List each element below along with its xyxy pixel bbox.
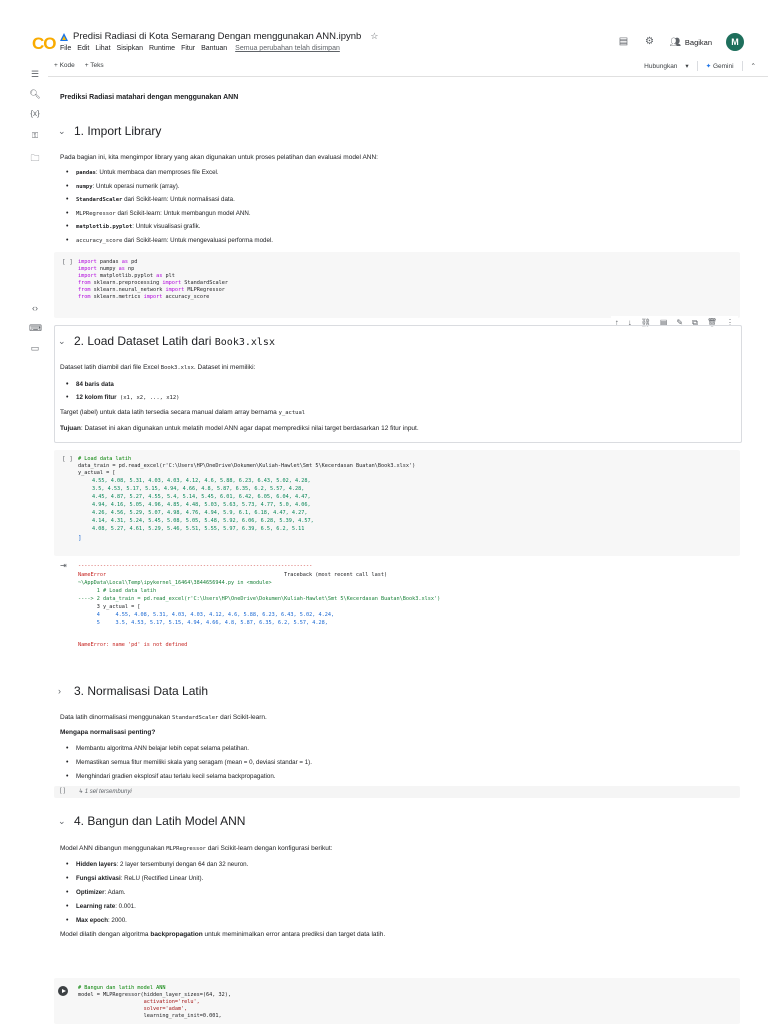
hidden-cells-bracket[interactable]: [ ] (60, 788, 66, 794)
section-3-title: 3. Normalisasi Data Latih (74, 684, 209, 698)
section-2-target (60, 409, 305, 416)
list-item (76, 917, 127, 924)
code-line: from sklearn.preprocessing import StandardScaler (78, 280, 228, 286)
table-of-contents-icon[interactable]: ☰ (30, 69, 40, 79)
saved-status[interactable]: Semua perubahan telah disimpan (235, 45, 340, 52)
run-cell-bracket[interactable]: [ ] (62, 456, 73, 463)
code-line: data_train = pd.read_excel(r'C:\Users\HP\OneDrive\Dokumen\Kuliah-Hawlet\Smt 5\Kecerdasan Buatan\Book3.xlsx') (78, 463, 416, 469)
desc-text: Dataset latih diambil dari file Excel (60, 364, 161, 371)
inline-code: MLPRegressor (166, 846, 206, 852)
inline-code: (x1, x2, ..., x12) (116, 395, 180, 401)
inline-code: pandas (76, 170, 96, 176)
chevron-right-icon[interactable]: › (58, 686, 61, 696)
bold-text: Hidden layers (76, 861, 117, 868)
chevron-down-icon[interactable]: ⌄ (58, 335, 66, 346)
bullet-text: : Adam. (104, 889, 126, 896)
inline-code: numpy (76, 184, 93, 190)
menu-insert[interactable]: Sisipkan (116, 45, 143, 52)
gemini-label: Gemini (712, 63, 734, 70)
bullet-text: dari Scikit-learn: Untuk normalisasi data. (122, 196, 235, 203)
bold-text: Optimizer (76, 889, 105, 896)
colab-logo[interactable]: CO (32, 34, 56, 53)
gemini-button[interactable]: ✦ Gemini (705, 63, 734, 70)
files-folder-icon[interactable]: 🗀 (30, 153, 40, 163)
code-line: 3.5, 4.53, 5.17, 5.15, 4.94, 4.66, 4.8, 5.87, 6.35, 6.2, 5.57, 4.28, (92, 486, 305, 492)
move-down-icon[interactable]: ↓ (627, 318, 632, 327)
desc-text: Model ANN dibangun menggunakan (60, 845, 167, 852)
list-item: • Membantu algoritma ANN belajar lebih cepat selama pelatihan. (76, 745, 249, 752)
list-item (76, 210, 251, 217)
code-line: learning_rate_init=0.001, (78, 1013, 222, 1019)
avatar[interactable]: M (726, 33, 744, 51)
mirror-cell-icon[interactable]: ⧉ (692, 318, 698, 327)
header (0, 0, 768, 58)
bullet-text: : 2 layer tersembunyi dengan 64 dan 32 neuron. (116, 861, 249, 868)
link-icon[interactable]: ⛓ (640, 318, 651, 327)
add-text-button[interactable]: + Teks (84, 62, 104, 69)
list-item (76, 394, 180, 401)
section-3-description (60, 714, 267, 721)
bullet-text: dari Scikit-learn: Untuk membangun model ANN. (115, 210, 251, 217)
desc-text: : Dataset ini akan digunakan untuk melatih model ANN agar dapat memprediksi nilai target berdasarkan 12 fitur input. (80, 425, 419, 432)
search-icon[interactable]: 🔍︎ (29, 89, 41, 99)
bullet-text: : Untuk membaca dan memproses file Excel. (95, 169, 219, 176)
menu-file[interactable]: File (60, 45, 72, 52)
section-2-title: 2. Load Dataset Latih dari (74, 334, 215, 348)
section-1-title: 1. Import Library (74, 124, 162, 138)
error-name: NameError (78, 572, 107, 578)
inline-code: matplotlib.pyplot (76, 224, 133, 230)
code-comment: # Bangun dan latih model ANN (78, 985, 166, 991)
star-icon[interactable]: ☆ (370, 31, 379, 41)
bold-text: Learning rate (76, 903, 116, 910)
menu-view[interactable]: Lihat (95, 45, 111, 52)
section-2-goal (60, 425, 419, 432)
bullet-text: : Untuk visualisasi grafik. (132, 223, 201, 230)
list-item: • Memastikan semua fitur memiliki skala yang seragam (mean = 0, deviasi standar = 1). (76, 759, 312, 766)
list-item (76, 237, 273, 244)
code-line: import matplotlib.pyplot as plt (78, 273, 175, 279)
bullet-text: : ReLU (Rectified Linear Unit). (120, 875, 204, 882)
code-line: 4.94, 4.16, 5.05, 4.96, 4.85, 4.48, 5.03, 5.63, 5.73, 4.77, 5.0, 4.06, (92, 502, 311, 508)
code-line: 4.26, 4.56, 5.29, 5.07, 4.98, 4.76, 4.94, 5.9, 6.1, 6.18, 4.47, 4.27, (92, 510, 308, 516)
list-item (76, 183, 180, 190)
secrets-key-icon[interactable]: ⚿ (31, 131, 39, 140)
code-line: activation='relu', (78, 999, 200, 1005)
section-4-description (60, 845, 332, 852)
more-options-icon[interactable]: ⋮ (726, 318, 734, 327)
bullet-text: : 0.001. (115, 903, 136, 910)
code-line: from sklearn.metrics import accuracy_score (78, 294, 210, 300)
move-up-icon[interactable]: ↑ (614, 318, 619, 327)
bold-text: Max epoch (76, 917, 108, 924)
desc-text: Data latih dinormalisasi menggunakan (60, 714, 173, 721)
error-path: ~\AppData\Local\Temp\ipykernel_16464\3844656944.py in <module> (78, 580, 272, 586)
desc-text: untuk meminimalkan error antara prediksi dan target data latih. (202, 931, 386, 938)
error-line: 1 # Load data latih (78, 588, 157, 594)
bullet-text: : 2000. (107, 917, 127, 924)
bullet-text: dari Scikit-learn: Untuk mengevaluasi performa model. (122, 237, 273, 244)
edit-pencil-icon[interactable]: ✎ (676, 318, 684, 327)
code-line: y_actual = [ (78, 470, 116, 476)
section-4-title: 4. Bangun dan Latih Model ANN (74, 814, 246, 828)
connect-dropdown-icon[interactable]: ▾ (685, 63, 689, 70)
list-item: • Menghindari gradien eksplosif atau terlalu kecil selama backpropagation. (76, 773, 276, 780)
section-2-title-code: Book3.xlsx (214, 337, 275, 348)
desc-text: . Dataset ini memiliki: (193, 364, 256, 371)
section-4-trained (60, 931, 385, 938)
left-sidebar (0, 58, 48, 1024)
code-line: 4.14, 4.31, 5.24, 5.45, 5.08, 5.05, 5.48, 5.92, 6.06, 6.28, 5.39, 4.57, (92, 518, 314, 524)
code-line: from sklearn.neural_network import MLPRegressor (78, 287, 225, 293)
error-line: ----> 2 data_train = pd.read_excel(r'C:\Users\HP\OneDrive\Dokumen\Kuliah-Hawlet\Smt 5\Kecerdasan Buatan\Book3.xlsx') (78, 596, 441, 602)
list-item (76, 889, 126, 896)
comment-icon[interactable]: ▤ (659, 318, 668, 327)
hidden-cells-text: 1 sel tersembunyi (84, 789, 132, 795)
code-line: import pandas as pd (78, 259, 138, 265)
list-item (76, 903, 136, 910)
desc-text: dari Scikit-learn. (218, 714, 267, 721)
code-line: 4.55, 4.08, 5.31, 4.03, 4.03, 4.12, 4.6, 5.88, 6.23, 6.43, 5.02, 4.28, (92, 478, 311, 484)
code-line: 4.45, 4.87, 5.27, 4.55, 5.4, 5.14, 5.45, 6.01, 6.42, 6.05, 6.04, 4.47, (92, 494, 311, 500)
run-cell-bracket[interactable]: [ ] (62, 259, 73, 266)
error-line: 4 4.55, 4.08, 5.31, 4.03, 4.03, 4.12, 4.6, 5.88, 6.23, 6.43, 5.02, 4.24, (78, 612, 335, 618)
menu-runtime[interactable]: Runtime (149, 45, 176, 52)
people-icon: 👥︎ (669, 36, 681, 47)
error-line: 3 y_actual = [ (78, 604, 141, 610)
menu-tools[interactable]: Fitur (181, 45, 196, 52)
section-1-heading[interactable] (58, 124, 161, 138)
code-comment: # Load data latih (78, 456, 132, 462)
section-4-heading[interactable] (58, 814, 245, 828)
toolbar-divider (742, 61, 743, 71)
section-1-description: Pada bagian ini, kita mengimpor library yang akan digunakan untuk proses pelatihan dan evaluasi model ANN: (60, 154, 378, 161)
variables-icon[interactable]: {x} (30, 109, 40, 118)
list-item (76, 223, 200, 230)
hidden-cells-row[interactable] (54, 786, 740, 798)
delete-trash-icon[interactable]: 🗑︎ (706, 318, 717, 327)
inline-code: y_actual (278, 410, 306, 416)
code-line: solver='adam', (78, 1006, 188, 1012)
bold-text: backpropagation (150, 931, 203, 938)
collapse-chevron-icon[interactable]: ⌃ (750, 63, 756, 70)
notebook-title[interactable]: Predisi Radiasi di Kota Semarang Dengan menggunakan ANN.ipynb (73, 31, 362, 42)
add-code-button[interactable]: + Kode (54, 62, 75, 69)
list-item: • 84 baris data (76, 381, 114, 388)
comment-icon[interactable]: ▤ (618, 36, 629, 47)
desc-text: Model dilatih dengan algoritma (60, 931, 151, 938)
section-2-description (60, 364, 255, 371)
section-3-why: Mengapa normalisasi penting? (60, 729, 156, 736)
code-line: 4.08, 5.27, 4.61, 5.29, 5.46, 5.51, 5.55, 5.97, 6.39, 6.5, 6.2, 5.11 (92, 526, 305, 532)
bold-text: Fungsi aktivasi (76, 875, 121, 882)
drive-icon (60, 33, 69, 41)
share-label: Bagikan (684, 37, 712, 47)
inline-code: MLPRegressor (76, 211, 116, 217)
code-line: ] (78, 535, 82, 542)
bold-text: 12 kolom fitur (76, 394, 117, 401)
header-actions (617, 33, 744, 51)
notebook-toolbar (48, 58, 768, 77)
command-palette-icon[interactable]: ⌨ (29, 323, 42, 333)
code-line: import numpy as np (78, 266, 135, 272)
section-2-heading[interactable] (58, 334, 275, 348)
run-cell-play-icon[interactable] (58, 986, 68, 996)
terminal-icon[interactable]: ▭ (30, 343, 40, 353)
menu-edit[interactable]: Edit (77, 45, 90, 52)
list-item (76, 196, 235, 203)
inline-code: Book3.xlsx (160, 365, 194, 371)
inline-code: StandardScaler (172, 715, 219, 721)
settings-gear-icon[interactable]: ⚙ (644, 36, 654, 47)
menu-bar (60, 45, 340, 52)
chevron-down-icon[interactable]: ⌄ (58, 815, 66, 826)
inline-code: StandardScaler (76, 197, 123, 203)
share-button[interactable] (669, 37, 712, 48)
notebook-intro-heading: Prediksi Radiasi matahari dengan menggunakan ANN (60, 94, 239, 101)
chevron-down-icon[interactable]: ⌄ (58, 125, 66, 136)
toolbar-divider (697, 61, 698, 71)
menu-help[interactable]: Bantuan (201, 45, 228, 52)
section-3-heading[interactable] (58, 684, 208, 698)
connect-button[interactable]: Hubungkan (644, 62, 678, 70)
list-item (76, 861, 248, 868)
desc-text: Target (label) untuk data latih tersedia secara manual dalam array bernama (60, 409, 279, 416)
error-line: 5 3.5, 4.53, 5.17, 5.15, 4.94, 4.66, 4.8, 5.87, 6.35, 6.2, 5.57, 4.28, (78, 620, 328, 626)
notebook-title-row (60, 31, 378, 42)
list-item (76, 169, 219, 176)
bold-text: Tujuan (60, 425, 81, 432)
inline-code: accuracy_score (76, 238, 123, 244)
error-message: NameError: name 'pd' is not defined (78, 642, 188, 648)
error-dashes: --------------------------------------------------------------------------- (78, 563, 313, 569)
output-menu-icon[interactable]: ⇥ (60, 561, 67, 570)
code-line: model = MLPRegressor(hidden_layer_sizes=(64, 32), (78, 992, 232, 998)
list-item (76, 875, 203, 882)
code-snippets-icon[interactable]: ‹› (32, 303, 38, 313)
desc-text: dari Scikit-learn dengan konfigurasi berikut: (206, 845, 333, 852)
hidden-cells-label[interactable]: ↳ 1 sel tersembunyi (78, 789, 132, 795)
bullet-text: : Untuk operasi numerik (array). (92, 183, 180, 190)
error-traceback-label: Traceback (most recent call last) (284, 572, 388, 578)
